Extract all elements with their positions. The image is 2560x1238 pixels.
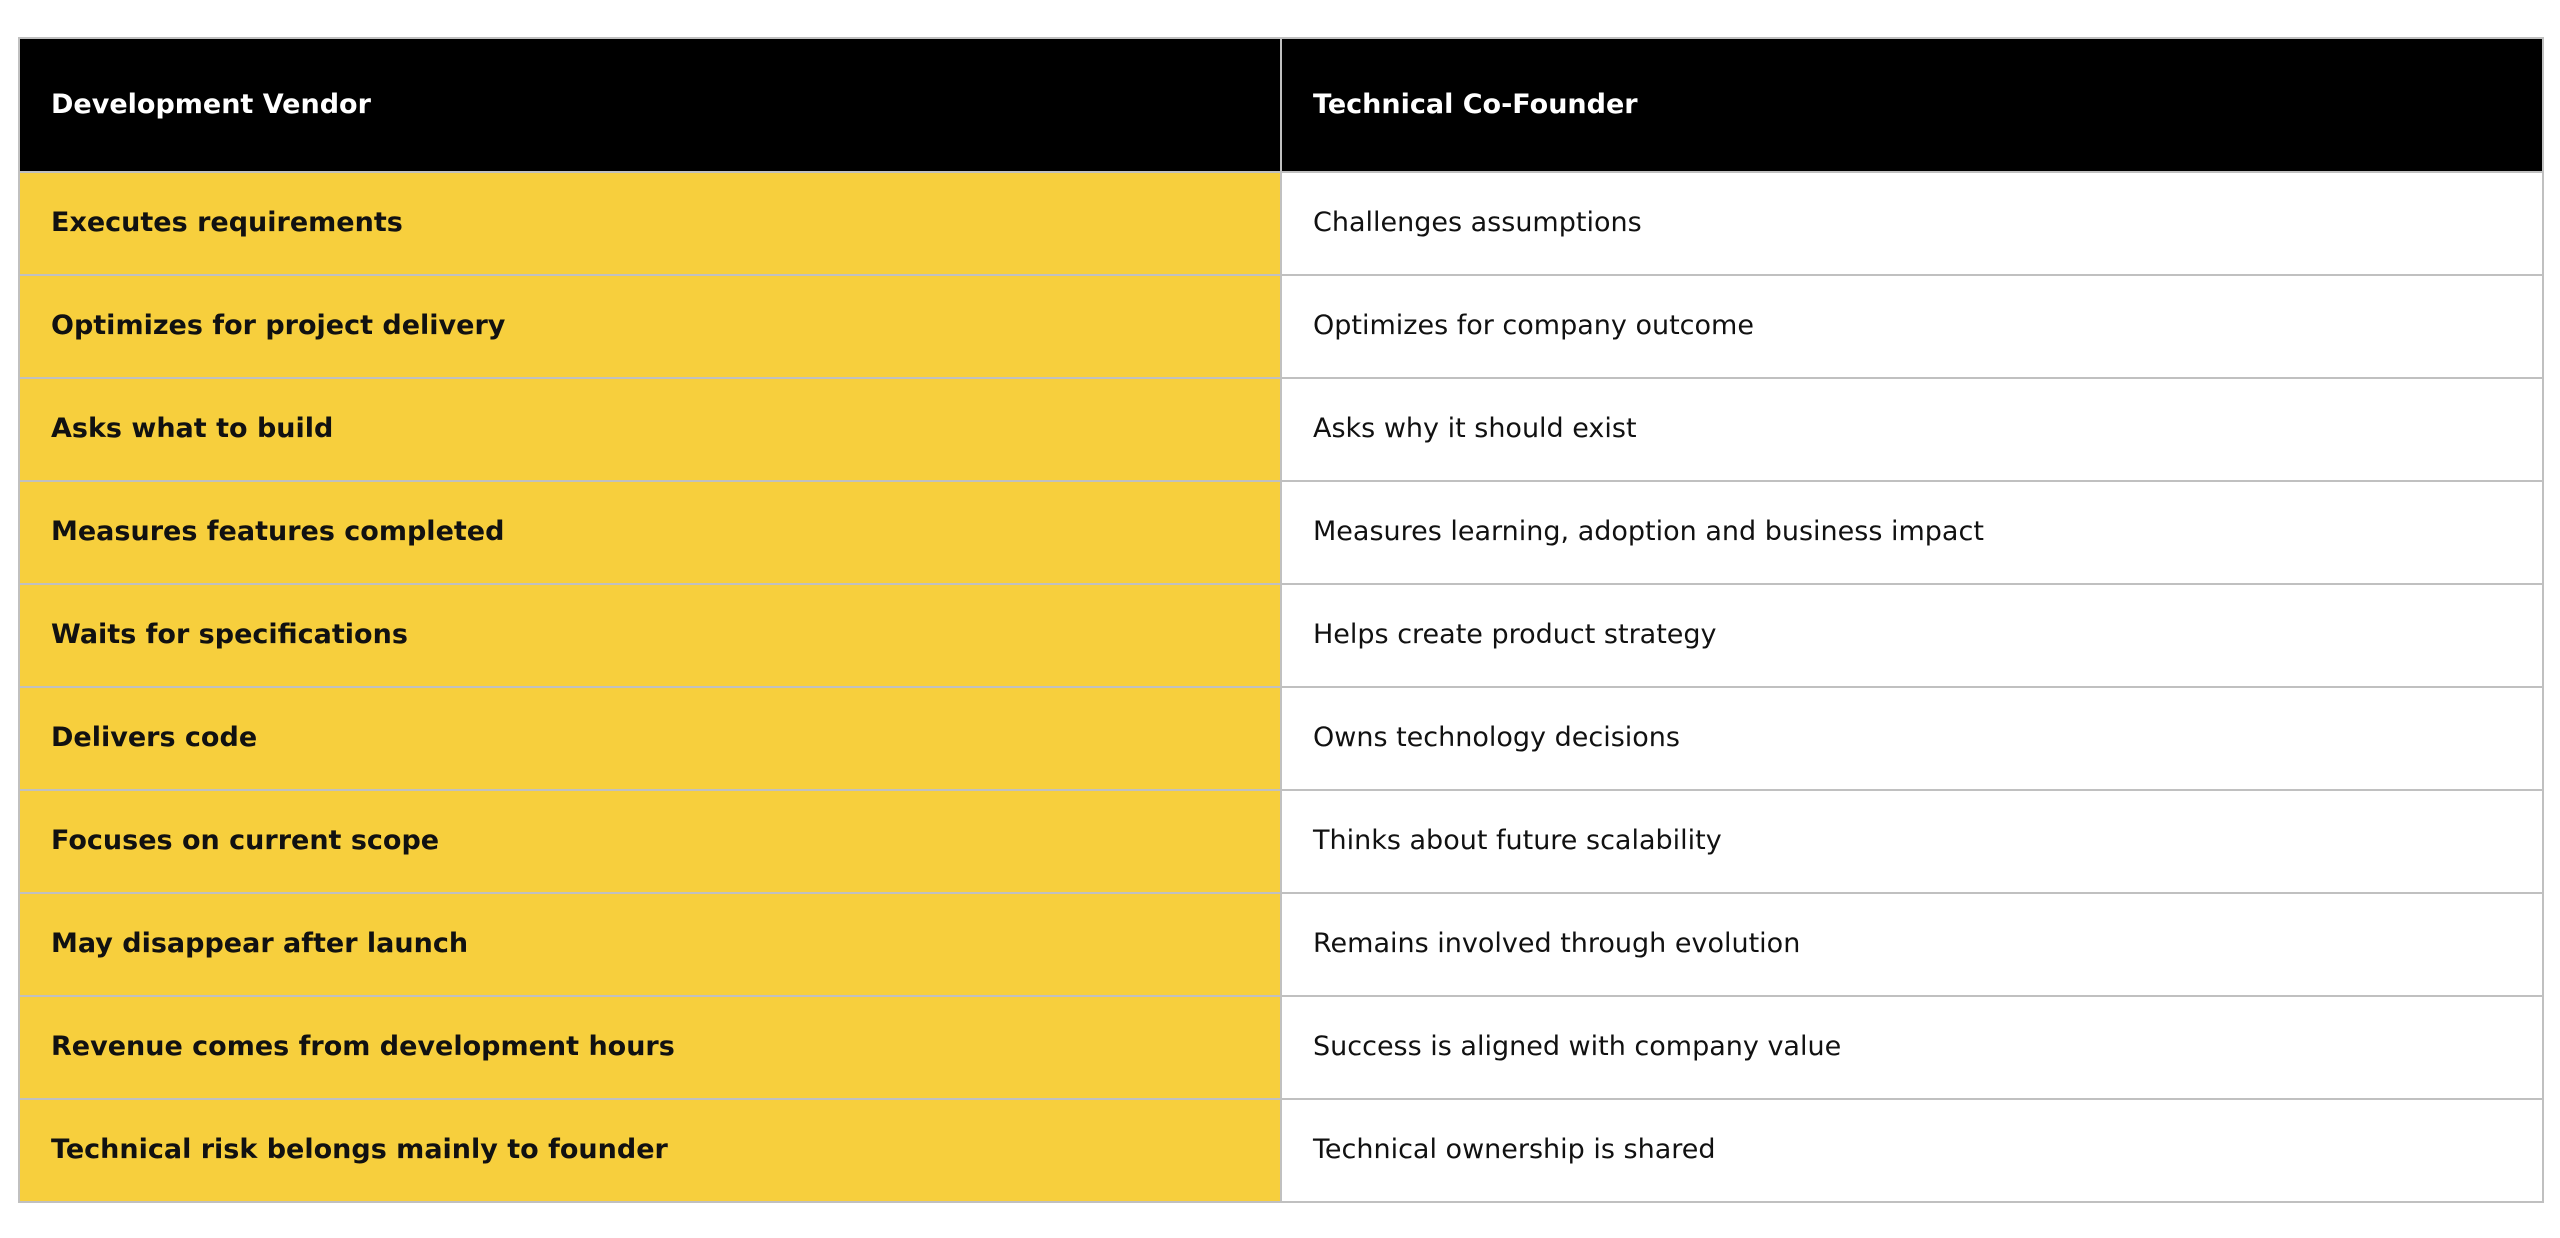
cofounder-cell: Thinks about future scalability [1281,790,2543,893]
table-header [19,38,2543,172]
header-development-vendor: Development Vendor [19,38,1281,172]
vendor-cell: Measures features completed [19,481,1281,584]
cofounder-cell: Asks why it should exist [1281,378,2543,481]
cofounder-cell: Remains involved through evolution [1281,893,2543,996]
cofounder-cell: Optimizes for company outcome [1281,275,2543,378]
table-row [19,584,2543,687]
vendor-cell: Focuses on current scope [19,790,1281,893]
table-row [19,275,2543,378]
table-row [19,687,2543,790]
header-row [19,38,2543,172]
comparison-table-container [18,37,2542,1203]
table-row [19,172,2543,275]
vendor-cell: Revenue comes from development hours [19,996,1281,1099]
cofounder-cell: Owns technology decisions [1281,687,2543,790]
table-row [19,378,2543,481]
cofounder-cell: Measures learning, adoption and business impact [1281,481,2543,584]
table-row [19,996,2543,1099]
cofounder-cell: Challenges assumptions [1281,172,2543,275]
vendor-cell: May disappear after launch [19,893,1281,996]
header-technical-co-founder: Technical Co-Founder [1281,38,2543,172]
table-row [19,1099,2543,1202]
cofounder-cell: Success is aligned with company value [1281,996,2543,1099]
cofounder-cell: Helps create product strategy [1281,584,2543,687]
comparison-table [18,37,2544,1203]
vendor-cell: Technical risk belongs mainly to founder [19,1099,1281,1202]
vendor-cell: Asks what to build [19,378,1281,481]
table-row [19,893,2543,996]
vendor-cell: Optimizes for project delivery [19,275,1281,378]
vendor-cell: Waits for specifications [19,584,1281,687]
table-row [19,481,2543,584]
cofounder-cell: Technical ownership is shared [1281,1099,2543,1202]
table-body [19,172,2543,1202]
vendor-cell: Delivers code [19,687,1281,790]
vendor-cell: Executes requirements [19,172,1281,275]
table-row [19,790,2543,893]
